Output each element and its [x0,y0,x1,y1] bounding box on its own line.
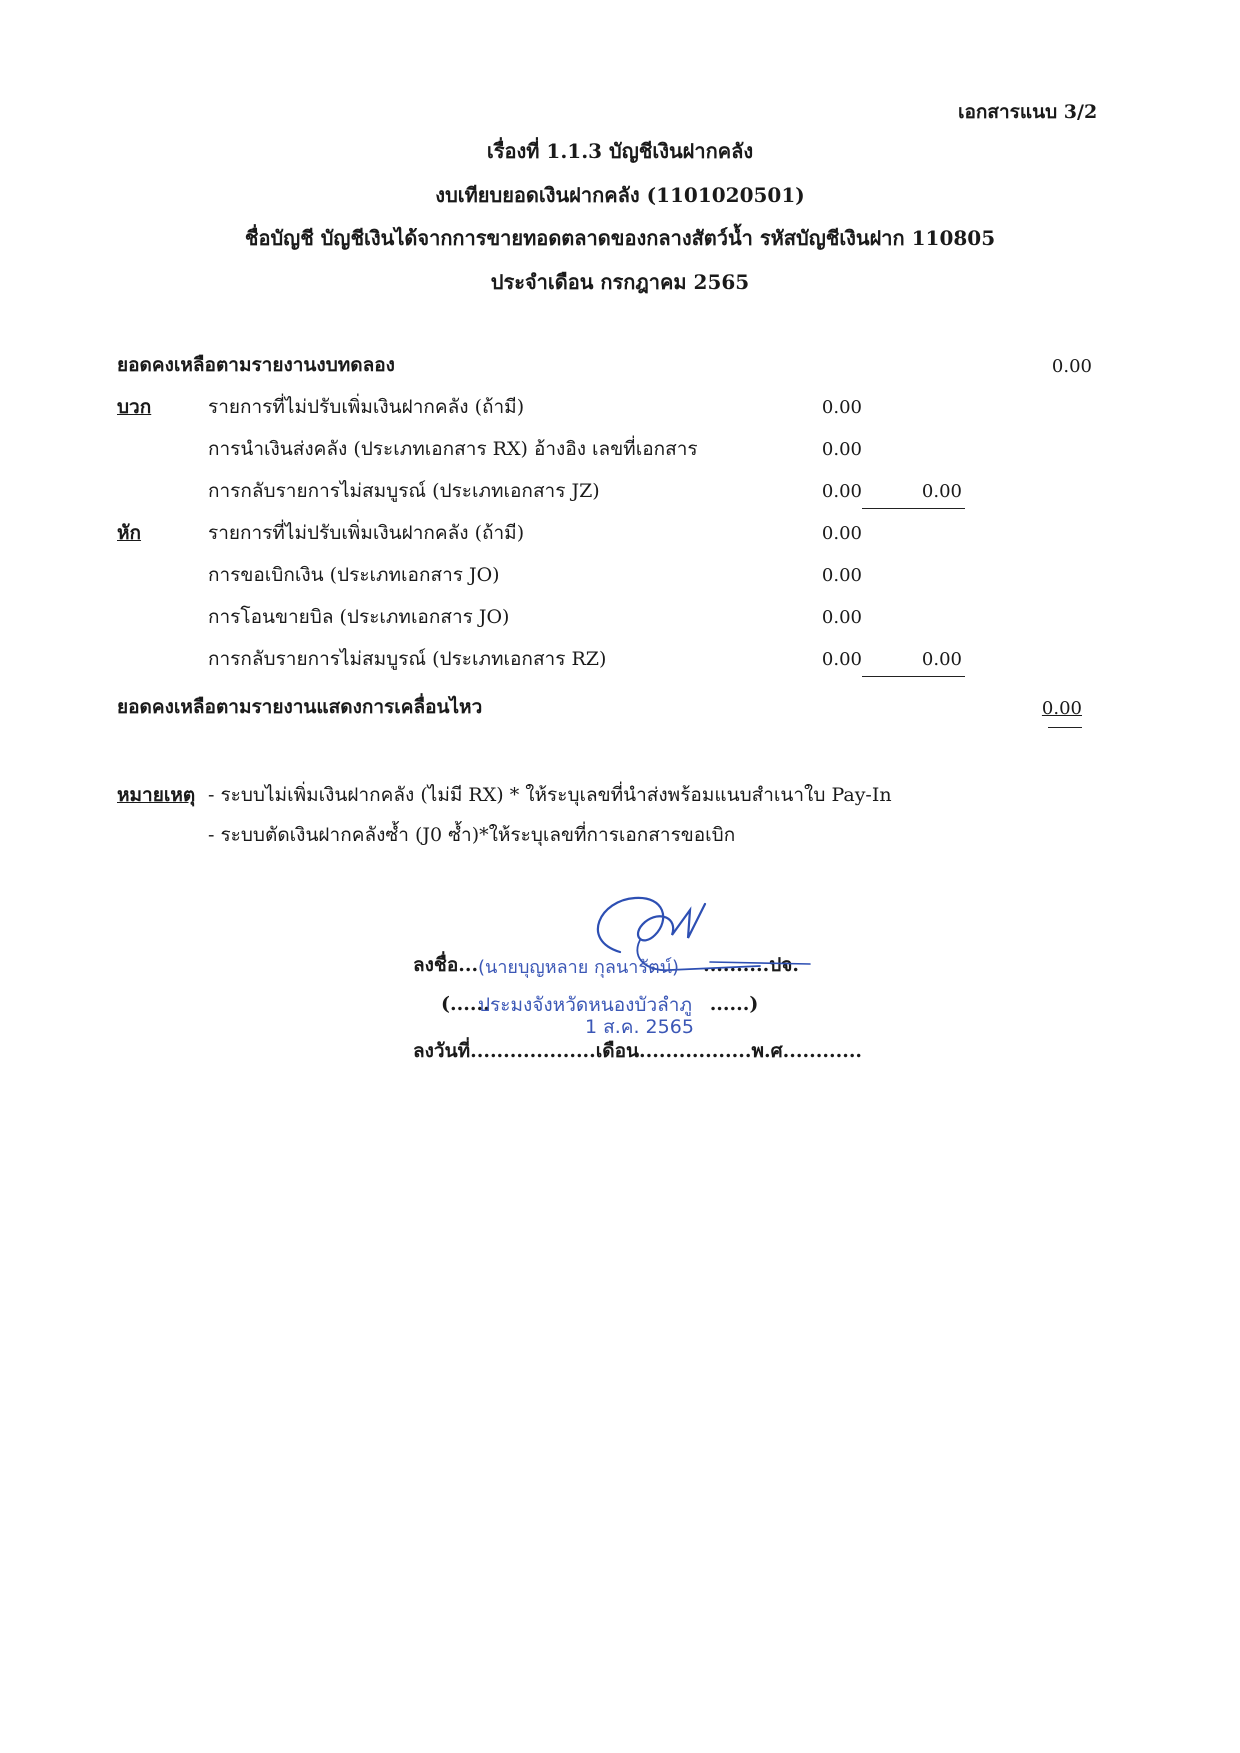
stamp-date: 1 ส.ค. 2565 [585,1016,694,1038]
stamp-title: ประมงจังหวัดหนองบัวลำภู [478,994,692,1016]
sign-suffix: ปจ. [769,954,800,976]
sign-dots: .......... [703,954,770,976]
title-line-4: ประจำเดือน กรกฎาคม 2565 [490,270,750,294]
add-label: บวก [117,396,152,418]
subtract-item-1-value: 0.00 [821,523,862,544]
double-underline [1048,727,1082,728]
subtract-item-1-text: รายการที่ไม่ปรับเพิ่มเงินฝากคลัง (ถ้ามี) [208,522,525,544]
date-line: ลงวันที่...................เดือน.................พ.ศ............ [413,1040,863,1062]
subtract-subtotal-rule [862,676,965,677]
add-subtotal-rule [862,508,965,509]
add-item-2-text: การนำเงินส่งคลัง (ประเภทเอกสาร RX) อ้างอิง เลขที่เอกสาร [208,438,698,460]
title-line-2: งบเทียบยอดเงินฝากคลัง (1101020501) [435,183,805,207]
remark-line-2: - ระบบตัดเงินฝากคลังซ้ำ (J0 ซ้ำ)*ให้ระบุเลขที่การเอกสารขอเบิก [208,824,736,846]
add-item-3-text: การกลับรายการไม่สมบูรณ์ (ประเภทเอกสาร JZ) [208,480,600,502]
remarks-label: หมายเหตุ [117,784,196,806]
close-paren: ......) [709,993,759,1015]
title-line-3: ชื่อบัญชี บัญชีเงินได้จากการขายทอดตลาดของกลางสัตว์น้ำ รหัสบัญชีเงินฝาก 110805 [244,226,996,250]
subtract-item-2-text: การขอเบิกเงิน (ประเภทเอกสาร JO) [208,564,500,586]
open-paren: (...... [441,993,490,1015]
remark-line-1: - ระบบไม่เพิ่มเงินฝากคลัง (ไม่มี RX) * ให้ระบุเลขที่นำส่งพร้อมแนบสำเนาใบ Pay-In [208,784,892,806]
add-item-1-value: 0.00 [821,397,862,418]
add-item-2-value: 0.00 [821,439,862,460]
subtract-item-3-text: การโอนขายบิล (ประเภทเอกสาร JO) [208,606,510,628]
balance-trial-label: ยอดคงเหลือตามรายงานงบทดลอง [117,354,395,376]
subtract-subtotal: 0.00 [921,649,962,670]
balance-movement-value: 0.00 [1041,698,1082,719]
subtract-item-4-value: 0.00 [821,649,862,670]
subtract-item-2-value: 0.00 [821,565,862,586]
subtract-item-3-value: 0.00 [821,607,862,628]
add-subtotal: 0.00 [921,481,962,502]
add-item-3-value: 0.00 [821,481,862,502]
balance-trial-value: 0.00 [1051,356,1092,377]
title-line-1: เรื่องที่ 1.1.3 บัญชีเงินฝากคลัง [486,139,754,163]
attachment-label: เอกสารแนบ 3/2 [958,101,1098,123]
stamp-name: (นายบุญหลาย กุลนารัตน์) [478,957,680,978]
sign-prefix: ลงชื่อ... [413,954,479,976]
subtract-item-4-text: การกลับรายการไม่สมบูรณ์ (ประเภทเอกสาร RZ) [208,648,607,670]
subtract-label: หัก [117,522,142,544]
balance-movement-label: ยอดคงเหลือตามรายงานแสดงการเคลื่อนไหว [117,696,483,718]
add-item-1-text: รายการที่ไม่ปรับเพิ่มเงินฝากคลัง (ถ้ามี) [208,396,525,418]
